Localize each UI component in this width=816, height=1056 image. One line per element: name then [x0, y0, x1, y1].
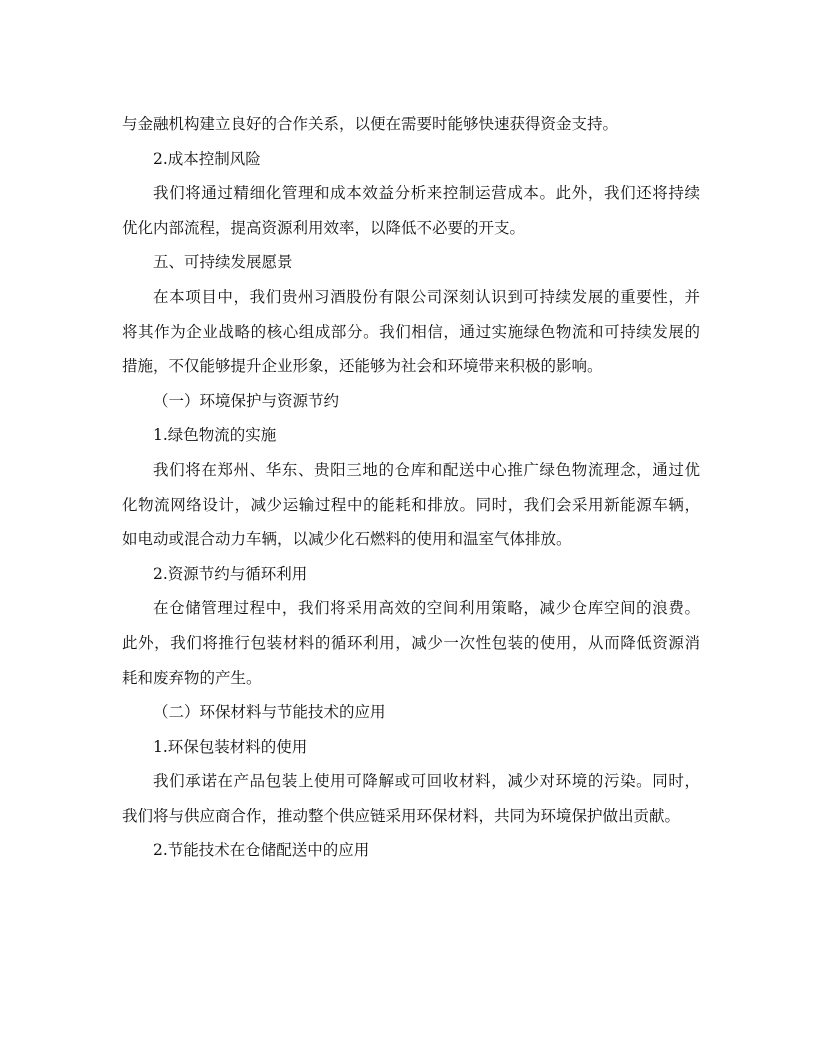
paragraph-line: 与金融机构建立良好的合作关系，以便在需要时能够快速获得资金支持。	[122, 115, 619, 133]
paragraph-line: 优化内部流程，提高资源利用效率，以降低不必要的开支。	[122, 218, 526, 237]
paragraph-line: 如电动或混合动力车辆，以减少化石燃料的使用和温室气体排放。	[122, 530, 572, 549]
document-body	[122, 107, 700, 868]
section-heading: 五、可持续发展愿景	[153, 253, 293, 272]
section-heading: 2.资源节约与循环利用	[153, 564, 308, 583]
paragraph-line: 我们承诺在产品包装上使用可降解或可回收材料，减少对环境的污染。同时，	[153, 772, 700, 791]
paragraph-line: 在本项目中，我们贵州习酒股份有限公司深刻认识到可持续发展的重要性，并	[153, 287, 700, 306]
section-heading: 2.节能技术在仓储配送中的应用	[153, 841, 370, 860]
paragraph-line: 措施，不仅能够提升企业形象，还能够为社会和环境带来积极的影响。	[122, 357, 603, 376]
paragraph-line: 此外，我们将推行包装材料的循环利用，减少一次性包装的使用，从而降低资源消	[122, 633, 700, 652]
section-heading: （二）环保材料与节能技术的应用	[153, 703, 386, 722]
paragraph-line: 我们将与供应商合作，推动整个供应链采用环保材料，共同为环境保护做出贡献。	[122, 806, 681, 825]
paragraph-line: 化物流网络设计，减少运输过程中的能耗和排放。同时，我们会采用新能源车辆，	[122, 495, 700, 514]
paragraph-line: 我们将通过精细化管理和成本效益分析来控制运营成本。此外，我们还将持续	[153, 184, 700, 203]
paragraph-line: 耗和废弃物的产生。	[122, 668, 262, 687]
section-heading: （一）环境保护与资源节约	[153, 391, 340, 410]
section-heading: 1.绿色物流的实施	[153, 426, 277, 445]
paragraph-line: 在仓储管理过程中，我们将采用高效的空间利用策略，减少仓库空间的浪费。	[153, 599, 700, 618]
paragraph-line: 将其作为企业战略的核心组成部分。我们相信，通过实施绿色物流和可持续发展的	[122, 322, 700, 341]
section-heading: 2.成本控制风险	[153, 149, 261, 168]
paragraph-line: 我们将在郑州、华东、贵阳三地的仓库和配送中心推广绿色物流理念，通过优	[153, 460, 700, 479]
section-heading: 1.环保包装材料的使用	[153, 737, 308, 756]
